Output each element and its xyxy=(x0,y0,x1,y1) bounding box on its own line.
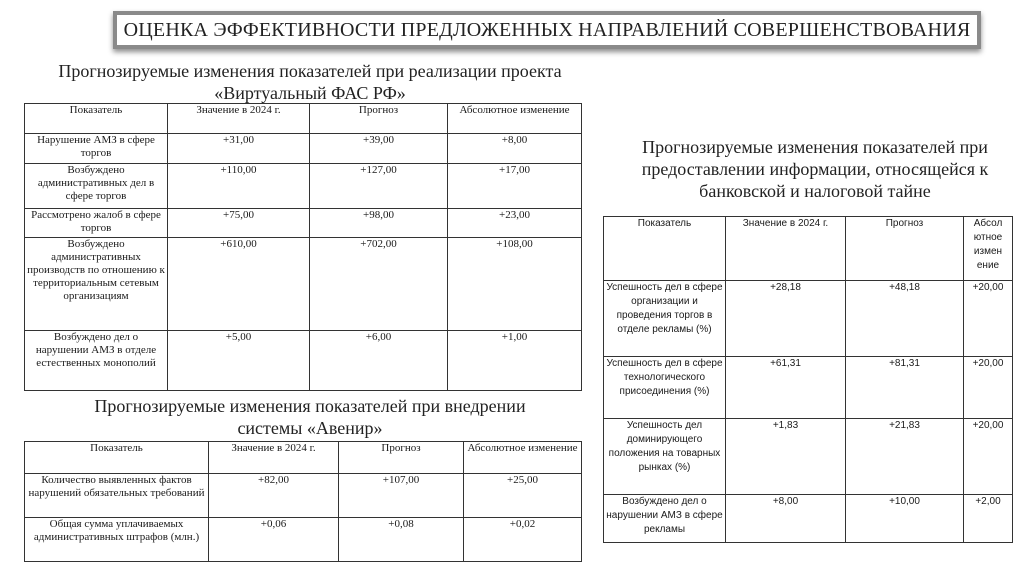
table-row xyxy=(25,238,582,331)
cell-change: +2,00 xyxy=(964,495,1013,543)
cell-forecast: +6,00 xyxy=(310,331,448,391)
section2-heading xyxy=(30,395,590,439)
cell-indicator: Возбуждено административных производств по отношению к территориальным сетевым организациям xyxy=(25,238,168,331)
section2-heading-line1: Прогнозируемые изменения показателей при внедрении xyxy=(94,396,526,416)
cell-change: +25,00 xyxy=(464,474,582,518)
cell-indicator: Успешность дел в сфере технологического присоединения (%) xyxy=(604,357,726,419)
cell-forecast: +702,00 xyxy=(310,238,448,331)
cell-forecast: +10,00 xyxy=(846,495,964,543)
cell-change: +20,00 xyxy=(964,419,1013,495)
cell-indicator: Общая сумма уплачиваемых административных штрафов (млн.) xyxy=(25,518,209,562)
cell-value: +610,00 xyxy=(168,238,310,331)
cell-value: +82,00 xyxy=(209,474,339,518)
table-row xyxy=(604,281,1013,357)
cell-value: +110,00 xyxy=(168,164,310,209)
table-bank-tax-secrecy xyxy=(603,216,1013,543)
cell-value: +8,00 xyxy=(726,495,846,543)
cell-indicator: Возбуждено дел о нарушении АМЗ в сфере рекламы xyxy=(604,495,726,543)
cell-forecast: +48,18 xyxy=(846,281,964,357)
cell-indicator: Нарушение АМЗ в сфере торгов xyxy=(25,134,168,164)
section1-heading-line2: «Виртуальный ФАС РФ» xyxy=(214,83,406,103)
cell-change: +0,02 xyxy=(464,518,582,562)
cell-value: +28,18 xyxy=(726,281,846,357)
header-forecast: Прогноз xyxy=(310,104,448,134)
cell-indicator: Количество выявленных фактов нарушений обязательных требований xyxy=(25,474,209,518)
cell-forecast: +81,31 xyxy=(846,357,964,419)
section1-heading-line1: Прогнозируемые изменения показателей при реализации проекта xyxy=(58,61,562,81)
cell-change: +20,00 xyxy=(964,281,1013,357)
table-row xyxy=(25,134,582,164)
header-value-2024: Значение в 2024 г. xyxy=(726,217,846,281)
cell-value: +31,00 xyxy=(168,134,310,164)
table-row xyxy=(604,419,1013,495)
section3-heading-line2: предоставлении информации, относящейся к xyxy=(641,159,989,179)
table-row xyxy=(25,209,582,238)
cell-change: +8,00 xyxy=(448,134,582,164)
cell-forecast: +0,08 xyxy=(339,518,464,562)
cell-change: +23,00 xyxy=(448,209,582,238)
header-value-2024: Значение в 2024 г. xyxy=(209,442,339,474)
table-virtual-fas xyxy=(24,103,582,391)
cell-indicator: Успешность дел в сфере организации и проведения торгов в отделе рекламы (%) xyxy=(604,281,726,357)
cell-forecast: +98,00 xyxy=(310,209,448,238)
section3-heading-line3: банковской и налоговой тайне xyxy=(699,181,931,201)
header-indicator: Показатель xyxy=(604,217,726,281)
cell-indicator: Успешность дел доминирующего положения на товарных рынках (%) xyxy=(604,419,726,495)
cell-change: +108,00 xyxy=(448,238,582,331)
header-absolute-change: Абсол ютное измен ение xyxy=(964,217,1013,281)
cell-change: +17,00 xyxy=(448,164,582,209)
cell-value: +0,06 xyxy=(209,518,339,562)
section2-heading-line2: системы «Авенир» xyxy=(237,418,383,438)
cell-forecast: +127,00 xyxy=(310,164,448,209)
header-value-2024: Значение в 2024 г. xyxy=(168,104,310,134)
cell-value: +61,31 xyxy=(726,357,846,419)
cell-forecast: +107,00 xyxy=(339,474,464,518)
cell-change: +20,00 xyxy=(964,357,1013,419)
table-avenir xyxy=(24,441,582,562)
header-forecast: Прогноз xyxy=(339,442,464,474)
table-row xyxy=(604,357,1013,419)
cell-value: +1,83 xyxy=(726,419,846,495)
header-indicator: Показатель xyxy=(25,104,168,134)
table-row xyxy=(25,331,582,391)
table-row xyxy=(25,474,582,518)
header-forecast: Прогноз xyxy=(846,217,964,281)
cell-value: +75,00 xyxy=(168,209,310,238)
section3-heading-line1: Прогнозируемые изменения показателей при xyxy=(642,137,988,157)
table-row xyxy=(25,518,582,562)
cell-indicator: Возбуждено дел о нарушении АМЗ в отделе естественных монополий xyxy=(25,331,168,391)
cell-change: +1,00 xyxy=(448,331,582,391)
table-header-row xyxy=(25,104,582,134)
cell-value: +5,00 xyxy=(168,331,310,391)
table-header-row xyxy=(604,217,1013,281)
section1-heading xyxy=(20,60,600,104)
slide-title: ОЦЕНКА ЭФФЕКТИВНОСТИ ПРЕДЛОЖЕННЫХ НАПРАВЛЕНИЙ СОВЕРШЕНСТВОВАНИЯ xyxy=(113,11,981,49)
header-absolute-change: Абсолютное изменение xyxy=(464,442,582,474)
header-absolute-change: Абсолютное изменение xyxy=(448,104,582,134)
table-header-row xyxy=(25,442,582,474)
cell-forecast: +21,83 xyxy=(846,419,964,495)
cell-indicator: Возбуждено административных дел в сфере торгов xyxy=(25,164,168,209)
cell-forecast: +39,00 xyxy=(310,134,448,164)
section3-heading xyxy=(630,136,1000,202)
cell-indicator: Рассмотрено жалоб в сфере торгов xyxy=(25,209,168,238)
table-row xyxy=(25,164,582,209)
header-indicator: Показатель xyxy=(25,442,209,474)
table-row xyxy=(604,495,1013,543)
